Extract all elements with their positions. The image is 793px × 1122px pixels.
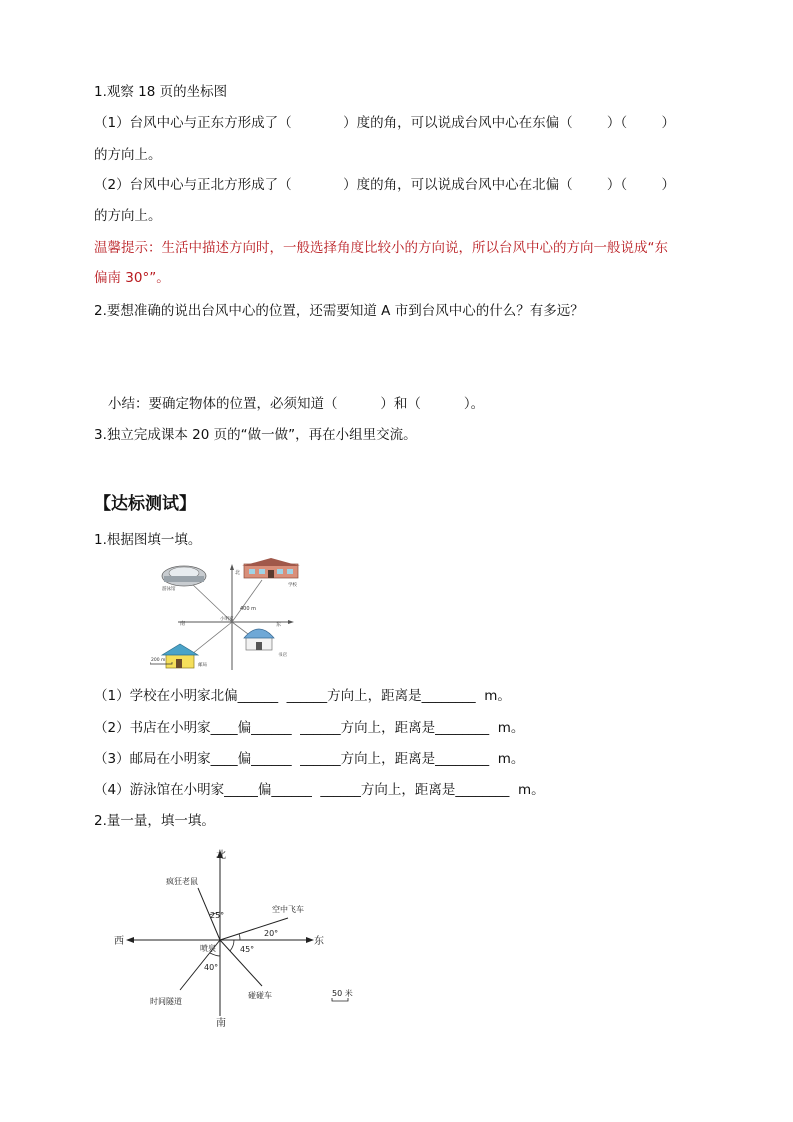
q1-title: 1.观察 18 页的坐标图 [94,84,228,100]
d2-east: 东 [314,936,324,947]
fill-school: （1）学校在小明家北偏______ ______方向上，距离是________ m。 [94,688,511,704]
d2-west: 西 [114,936,124,947]
line-post [192,622,232,654]
d1-north: 北 [235,570,241,576]
q1-part1: （1）台风中心与正东方形成了（ ）度的角，可以说成台风中心在东偏（ ）（ ） [94,115,675,131]
fill-post: （3）邮局在小明家____偏______ ______方向上，距离是________ m。 [94,751,525,767]
q2-question: 2.要想准确的说出台风中心的位置，还需要知道 A 市到台风中心的什么？有多远？ [94,303,584,319]
fill-bookstore: （2）书店在小明家____偏______ ______方向上，距离是________ m。 [94,720,525,736]
q1-part2: （2）台风中心与正北方形成了（ ）度的角，可以说成台风中心在北偏（ ）（ ） [94,177,675,193]
line-pool [190,582,232,622]
pool-building [162,566,206,586]
d2-tunnel: 时间隧道 [150,997,182,1006]
d2-train: 空中飞车 [272,905,304,914]
d2-angle-20: 20° [264,929,279,938]
line-school [232,580,262,622]
bookstore-building [244,629,274,650]
d1-bookstore: 书店 [278,653,287,658]
tip-line2: 偏南 30°”。 [94,270,170,286]
d2-mouse: 疯狂老鼠 [166,877,198,886]
summary: 小结：要确定物体的位置，必须知道（ ）和（ ）。 [108,396,485,412]
d1-center: 小明家 [220,617,234,622]
east-arrow [306,937,314,943]
d2-scale: 50 米 [332,989,353,998]
d1-school: 学校 [288,583,297,588]
d2-angle-40: 40° [204,963,219,972]
direction-diagram-2 [100,840,360,1030]
d2-angle-25: 25° [210,911,225,920]
west-arrow [126,937,134,943]
post-building [162,644,198,668]
east-arrow [288,620,294,624]
q1-part2-cont: 的方向上。 [94,208,162,224]
d1-pool: 游泳馆 [162,587,176,592]
test-heading: 【达标测试】 [94,494,196,514]
arc-20 [239,934,240,940]
fill-pool: （4）游泳馆在小明家_____偏______ ______方向上，距离是________ m。 [94,782,545,798]
test-q2: 2.量一量，填一填。 [94,813,215,829]
test-q1: 1.根据图填一填。 [94,532,202,548]
d1-distance: 400 m [240,606,257,612]
d2-south: 南 [216,1018,226,1029]
arc-40 [210,953,220,956]
q1-part1-cont: 的方向上。 [94,147,162,163]
d1-east: 东 [276,622,282,628]
d1-post: 邮局 [198,663,207,668]
q3-question: 3.独立完成课本 20 页的“做一做”，再在小组里交流。 [94,427,417,443]
d2-scale-bar [332,998,348,1001]
direction-diagram-1 [150,558,310,674]
d2-north: 北 [216,850,226,861]
tip-line1: 温馨提示：生活中描述方向时，一般选择角度比较小的方向说，所以台风中心的方向一般说成“东 [94,240,668,256]
school-building [242,558,300,578]
d2-angle-45: 45° [240,945,255,954]
d2-center: 喷泉 [200,944,216,953]
north-arrow [230,564,234,570]
d2-bumper: 碰碰车 [248,991,272,1000]
arc-45 [230,940,234,951]
d1-south: 南 [180,621,186,627]
d1-scale: 200 m [151,658,166,663]
